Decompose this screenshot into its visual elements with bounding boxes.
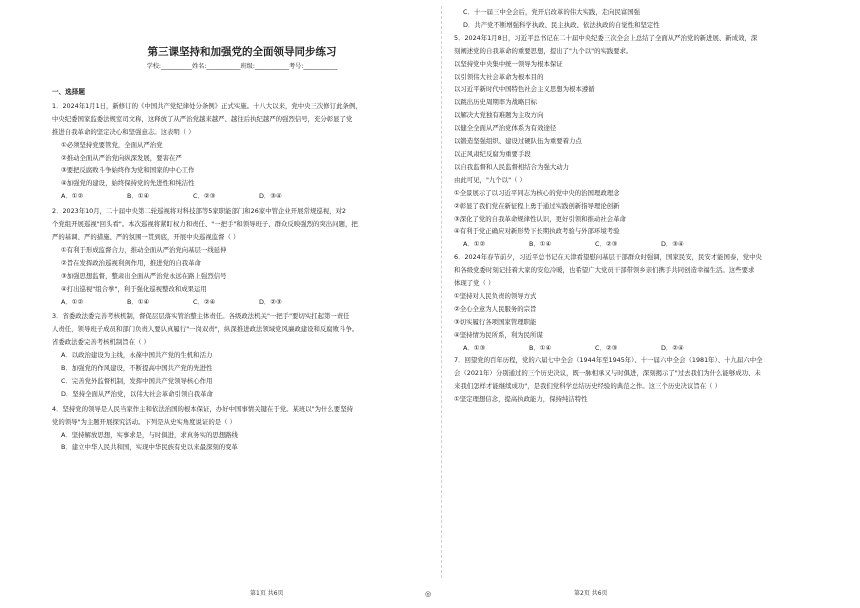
answer-choices — [454, 342, 836, 355]
list-item: 以正风肃纪反腐为重要手段 — [454, 149, 531, 158]
binding-mark-icon: ◎ — [425, 590, 432, 598]
statement-option: ①坚定理想信念，提高执政能力，保持纯洁特性 — [454, 395, 588, 404]
statement-option: ①坚持对人民负责的领导方式 — [454, 291, 537, 300]
page-divider — [441, 6, 442, 578]
question-text: 体现了党（ ） — [454, 279, 495, 288]
list-item: 以坚持党中央集中统一领导为根本保证 — [454, 59, 563, 68]
statement-option: ④有利于党正确应对新形势下长期执政考验与外部环境考验 — [454, 227, 620, 236]
question-text: 党的领导"为主题开展探究活动。下列是从史实角度说证的是（ ） — [52, 417, 236, 426]
choice-a: A．①② — [61, 297, 84, 306]
choice-a: A．①③ — [463, 343, 486, 352]
statement-option: ②旨在发挥政治巡视利剑作用，推进党的自我革命 — [61, 258, 201, 267]
question-5 — [454, 32, 836, 251]
list-item: 以自我监督和人民监督相结合为强大动力 — [454, 162, 570, 171]
question-text: 中央纪委国家监委法规室司文称，这释放了从严治党越来越严、越往后执纪越严的强烈信号，充分彰显了党 — [52, 114, 353, 123]
choice-a: A．①② — [61, 192, 84, 201]
question-1 — [52, 100, 432, 203]
list-item: 以引领伟大社会革命为根本目的 — [454, 72, 544, 81]
left-page — [52, 0, 432, 580]
question-text: 由此可见，"九个以"（ ） — [454, 175, 526, 184]
choice-option: C．十一届三中全会后，党开启改革的伟大实践，走向民富国强 — [463, 8, 641, 16]
choice-c: C．②③ — [595, 343, 618, 352]
question-3 — [52, 310, 432, 400]
choice-d: D．③④ — [259, 192, 282, 201]
question-4-continued — [454, 6, 836, 32]
question-text: 人责任，领导班子成员和部门负责人要认真履行"一岗双责"，纵深推进政法领域党风廉政建设和反腐败斗争。 — [52, 325, 359, 334]
page-number-right: 第2页 共6页 — [574, 590, 608, 597]
choice-d: D．②④ — [661, 343, 684, 352]
statement-option: ①全景展示了以习近平同志为核心的党中央的治国理政理念 — [454, 188, 620, 197]
question-7 — [454, 354, 836, 406]
statement-option: ④加强党的建设，始终保持党的先进性和纯洁性 — [61, 179, 195, 188]
question-text: 2．2023年10月，二十届中央第二轮巡视将对科技部等5家职能部门和26家中管企业开展常规巡视，对2 — [52, 207, 346, 216]
question-4 — [52, 403, 432, 455]
list-item: 以解决大党独有难题为主攻方向 — [454, 111, 544, 120]
statement-option: ③要把反腐败斗争始终作为党和国家的中心工作 — [61, 166, 195, 175]
list-item: 以健全全面从严治党体系为有效途径 — [454, 124, 557, 133]
question-text: 6．2024年春节前夕，习近平总书记在天津看望慰问基层干部群众时强调，国家民安，民安才能国泰，党中央 — [454, 253, 762, 262]
choice-c: C．②③ — [595, 240, 618, 249]
answer-choices — [454, 238, 836, 251]
right-page — [454, 0, 836, 580]
statement-option: ①必须坚持党要管党，全面从严治党 — [61, 140, 163, 149]
question-text: 4．坚持党的领导是人民当家作主和依法治国的根本保证，办好中国事情关键在于党。某班以"为什么要坚持 — [52, 404, 353, 413]
statement-option: ②推动全面从严治党向纵深发展，要害在严 — [61, 153, 182, 162]
choice-d: D．②③ — [259, 297, 282, 306]
choice-option: C．完善党外监督机制，发挥中国共产党领导核心作用 — [61, 376, 213, 385]
student-info-line: 学校:__________姓名:___________班级:___________考号:___________ — [146, 63, 338, 70]
answer-choices — [52, 190, 432, 203]
statement-option: ④坚持情为民所系，利为民所谋 — [454, 330, 543, 339]
question-text: 1．2024年1月1日，新修订的《中国共产党纪律处分条例》正式实施。十八大以来，党中央三次修订此条例， — [52, 101, 362, 110]
document-title: 第三课坚持和加强党的全面领导同步练习 — [147, 46, 337, 58]
question-text: 个党组开展巡视"回头看"。本次巡视将紧盯权力和责任、"一把手"和领导班子、群众反映强烈的突出问题，把 — [52, 220, 358, 229]
list-item: 以跳出历史周期率为战略目标 — [454, 98, 538, 107]
question-text: 会（2021年）分别通过的三个历史决议，既一脉相承又与时俱进，深刻揭示了"过去我们为什么能够成功、未 — [454, 369, 761, 378]
question-6 — [454, 251, 836, 354]
question-text: 推进自我革命的坚定决心和坚强意志。这表明（ ） — [52, 127, 195, 136]
question-text: 7．回望党的百年历程，党的六届七中全会（1944年至1945年）、十一届六中全会（1981年）、十九届六中全 — [454, 356, 763, 365]
choice-option: A．以政治建设为主线，永葆中国共产党的生机和活力 — [61, 351, 213, 360]
choice-c: C．②④ — [193, 297, 216, 306]
question-text: 省委政法委完善考核机制旨在（ ） — [52, 338, 150, 347]
statement-option: ③切实履行各项国家管理职能 — [454, 317, 537, 326]
question-text: 3．省委政法委完善考核机制，督促层层落实管治整主体责任。各级政法机关"一把手"要切实扛起第一责任 — [52, 312, 350, 321]
choice-b: B．①④ — [529, 343, 552, 352]
choice-a: A．①② — [463, 240, 486, 249]
answer-choices — [52, 296, 432, 309]
question-text: 5．2024年1月8日，习近平总书记在二十届中央纪委三次全会上总结了全面从严治党的新进展、新成效，深 — [454, 33, 758, 42]
choice-b: B．①④ — [127, 297, 150, 306]
choice-d: D．③④ — [661, 240, 684, 249]
list-item: 以锻造坚强组织、建设过硬队伍为重要着力点 — [454, 137, 582, 146]
statement-option: ④打出巡视"组合拳"，利于强化巡视整改和成果运用 — [61, 284, 207, 293]
question-2 — [52, 205, 432, 308]
choice-b: B．①④ — [529, 240, 552, 249]
statement-option: ③深化了党的自我革命规律性认识，更好引领和推动社会革命 — [454, 214, 626, 223]
question-text: 来我们怎样才能继续成功"，是我们党科学总结历史经验的典范之作。这三个历史决议旨在（ ） — [454, 382, 721, 391]
statement-option: ②全心全意为人民服务的宗旨 — [454, 304, 537, 313]
statement-option: ①有利于形成监督合力，推动全面从严治党向基层一线延伸 — [61, 245, 227, 254]
list-item: 以习近平新时代中国特色社会主义思想为根本遵循 — [454, 85, 595, 94]
choice-option: D．共产党不断增强科学执政、民主执政、依法执政的自觉性和坚定性 — [463, 20, 660, 29]
choice-b: B．①④ — [127, 192, 150, 201]
choice-option: B．加强党的作风建设，不断提高中国共产党的先进性 — [61, 364, 213, 373]
choice-option: B．建立中华人民共和国，实现中华民族有史以来最深刻的变革 — [61, 443, 238, 452]
section-heading: 一、选择题 — [52, 88, 85, 96]
choice-option: D．坚持全面从严治党，以伟大社会革命引领自我革命 — [61, 389, 213, 398]
page-number-left: 第1页 共6页 — [250, 590, 284, 597]
choice-c: C．②③ — [193, 192, 216, 201]
question-text: 和各级党委时刻记挂着大家的安危冷暖，也希望广大党员干部带领乡亲们携手共同创造幸福生活。这些要求 — [454, 266, 755, 275]
statement-option: ②彰显了我们党在新征程上勇于通过实践创新指导理论创新 — [454, 201, 620, 210]
statement-option: ③加强思想监督，整肃出全面从严治党永远在路上强烈信号 — [61, 271, 227, 280]
question-text: 刻阐述党的自我革命的重要思想，提出了"九个以"的实践要求。 — [454, 46, 633, 55]
question-text: 严的基调、严的措施、严的氛围一贯到底，开展中央巡视监督（ ） — [52, 232, 240, 241]
choice-option: A．坚持解放思想，实事求是，与时俱进，求真务实的思想路线 — [61, 430, 238, 439]
